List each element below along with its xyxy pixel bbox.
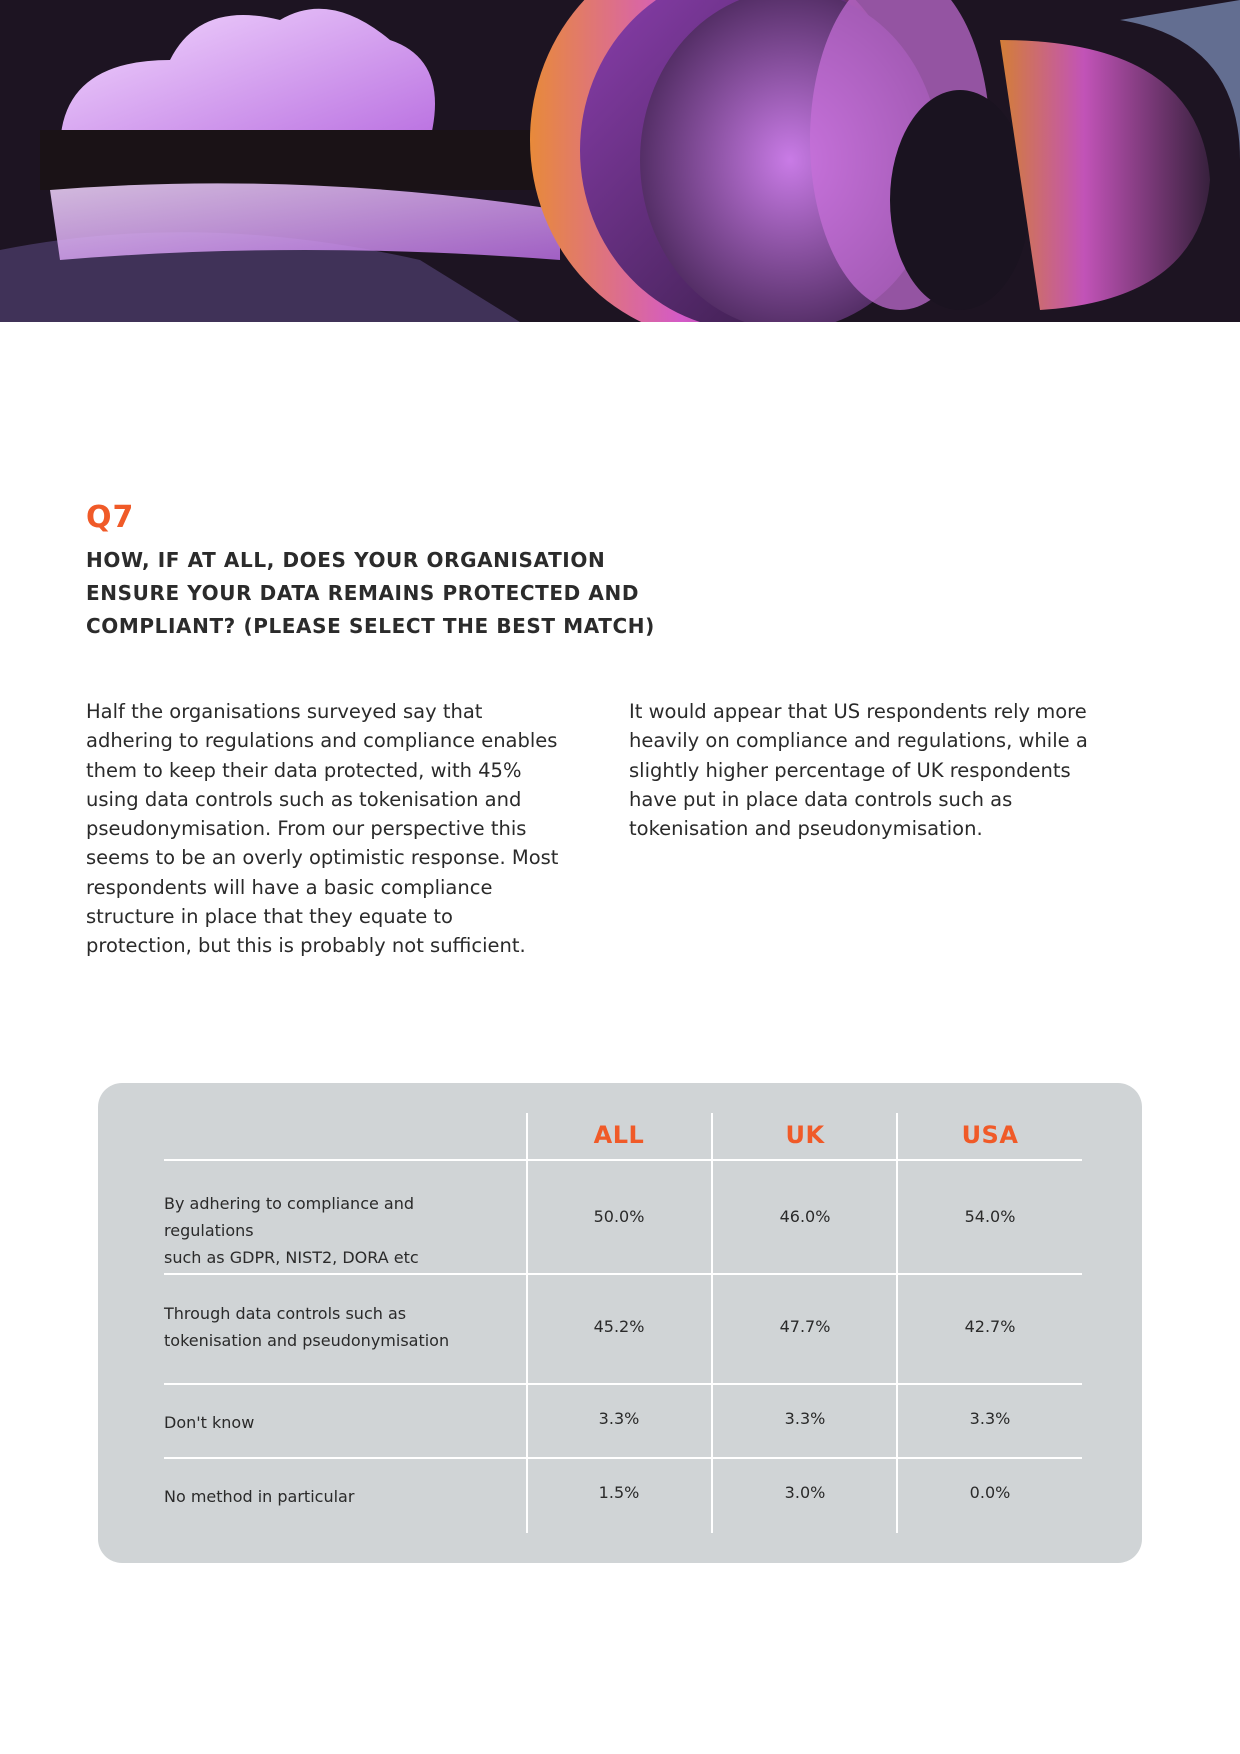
cell-uk: 47.7% — [779, 1317, 831, 1336]
abstract-cloud-illustration — [0, 0, 1240, 322]
header-all: ALL — [593, 1121, 645, 1149]
row-label-line: Through data controls such as — [164, 1304, 407, 1323]
cell-uk: 3.0% — [784, 1483, 826, 1502]
header-usa: USA — [961, 1121, 1019, 1149]
cell-all: 3.3% — [598, 1409, 640, 1428]
cell-usa: 0.0% — [969, 1483, 1011, 1502]
header-uk: UK — [785, 1121, 825, 1149]
cell-uk: 46.0% — [779, 1207, 831, 1226]
cell-uk: 3.3% — [784, 1409, 826, 1428]
body-paragraph-right: It would appear that US respondents rely more heavily on compliance and regulations, while a slightly higher percentage of UK respondents have put in place data controls such as tokenisation and pseudonymisation. — [629, 700, 1088, 841]
row-label-line: such as GDPR, NIST2, DORA etc — [164, 1248, 419, 1267]
row-divider — [164, 1383, 1082, 1385]
row-label-line: tokenisation and pseudonymisation — [164, 1331, 450, 1350]
hero-image — [0, 0, 1240, 322]
row-label-line: By adhering to compliance and regulations — [164, 1194, 415, 1240]
row-label — [164, 1300, 494, 1354]
results-table-card — [98, 1083, 1142, 1563]
row-label — [164, 1190, 494, 1271]
cell-usa: 42.7% — [964, 1317, 1016, 1336]
row-divider — [164, 1273, 1082, 1275]
cell-usa: 54.0% — [964, 1207, 1016, 1226]
results-table — [98, 1083, 1142, 1563]
question-title: HOW, IF AT ALL, DOES YOUR ORGANISATION ENSURE YOUR DATA REMAINS PROTECTED AND COMPLIANT? (PLEASE SELECT THE BEST MATCH) — [86, 548, 655, 638]
row-label-line: Don't know — [164, 1413, 255, 1432]
cell-all: 45.2% — [593, 1317, 645, 1336]
cell-usa: 3.3% — [969, 1409, 1011, 1428]
row-divider — [164, 1457, 1082, 1459]
cell-all: 1.5% — [598, 1483, 640, 1502]
row-divider — [164, 1159, 1082, 1161]
row-label — [164, 1409, 494, 1436]
body-paragraph-left: Half the organisations surveyed say that adhering to regulations and compliance enables them to keep their data protected, with 45% using data controls such as tokenisation and pseudonymisation. From our perspective this seems to be an overly optimistic response. Most respondents will have a basic compliance structure in place that they equate to protection, but this is probably not sufficient. — [86, 700, 559, 958]
row-label — [164, 1483, 494, 1510]
cell-all: 50.0% — [593, 1207, 645, 1226]
question-number: Q7 — [86, 500, 135, 535]
row-label-line: No method in particular — [164, 1487, 355, 1506]
